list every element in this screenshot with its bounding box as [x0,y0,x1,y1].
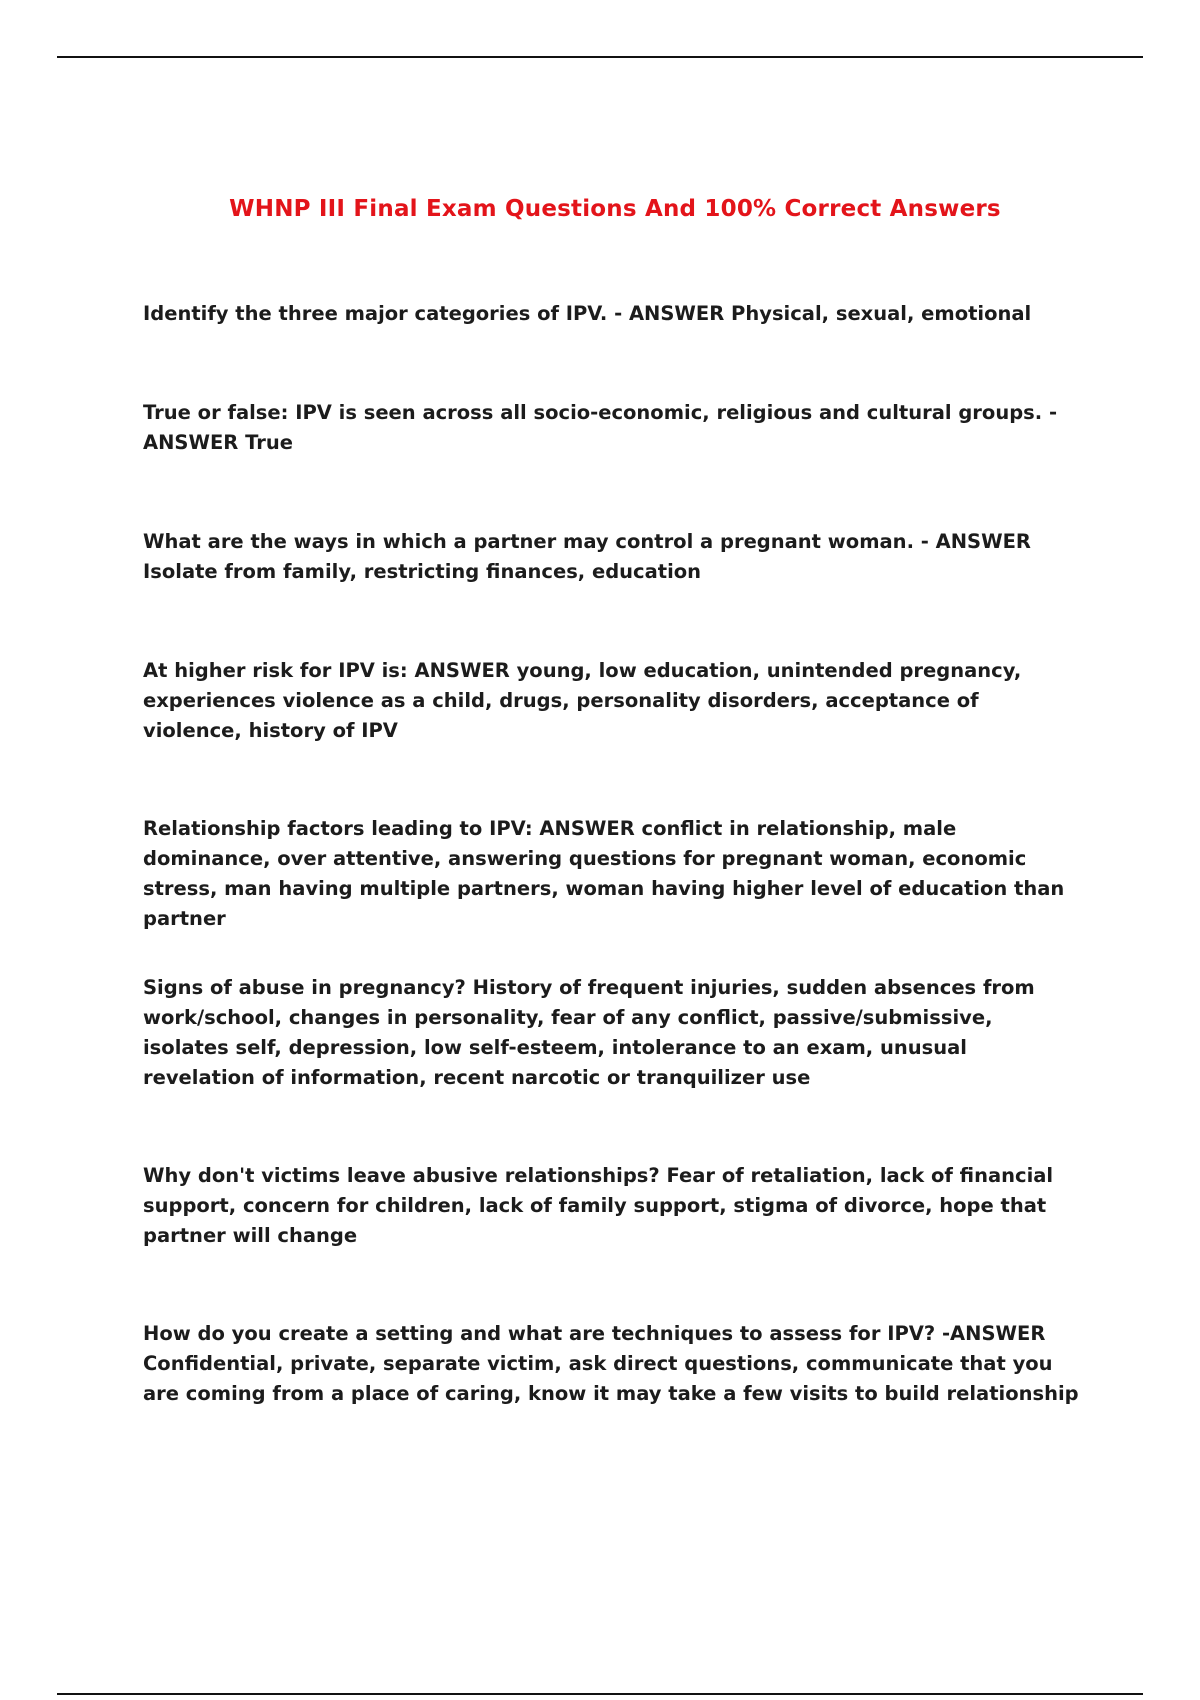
qa-item-7: Why don't victims leave abusive relationships? Fear of retaliation, lack of financial support, concern for children, lack of family support, stigma of divorce, hope that partner will change [143,1164,1054,1247]
qa-item-6: Signs of abuse in pregnancy? History of frequent injuries, sudden absences from work/school, changes in personality, fear of any conflict, passive/submissive, isolates self, depression, low self-esteem, intolerance to an exam, unusual revelation of information, recent narcotic or tranquilizer use [143,976,1035,1089]
qa-item-1: Identify the three major categories of IPV. - ANSWER Physical, sexual, emotional [143,302,1032,325]
qa-item-5: Relationship factors leading to IPV: ANSWER conflict in relationship, male dominance, over attentive, answering questions for pregnant woman, economic stress, man having multiple partners, woman having higher level of education than partner [143,817,1065,930]
qa-item-2: True or false: IPV is seen across all socio-economic, religious and cultural groups. - ANSWER True [143,401,1058,454]
qa-item-4: At higher risk for IPV is: ANSWER young, low education, unintended pregnancy, experiences violence as a child, drugs, personality disorders, acceptance of violence, history of IPV [143,659,1022,742]
document-title: WHNP III Final Exam Questions And 100% Correct Answers [229,196,1001,222]
qa-item-8: How do you create a setting and what are techniques to assess for IPV? -ANSWER Confidential, private, separate victim, ask direct questions, communicate that you are coming from a place of caring, know it may take a few visits to build relationship [143,1322,1079,1405]
qa-item-3: What are the ways in which a partner may control a pregnant woman. - ANSWER Isolate from family, restricting finances, education [143,530,1031,583]
top-rule [57,56,1143,58]
bottom-rule [57,1693,1143,1695]
